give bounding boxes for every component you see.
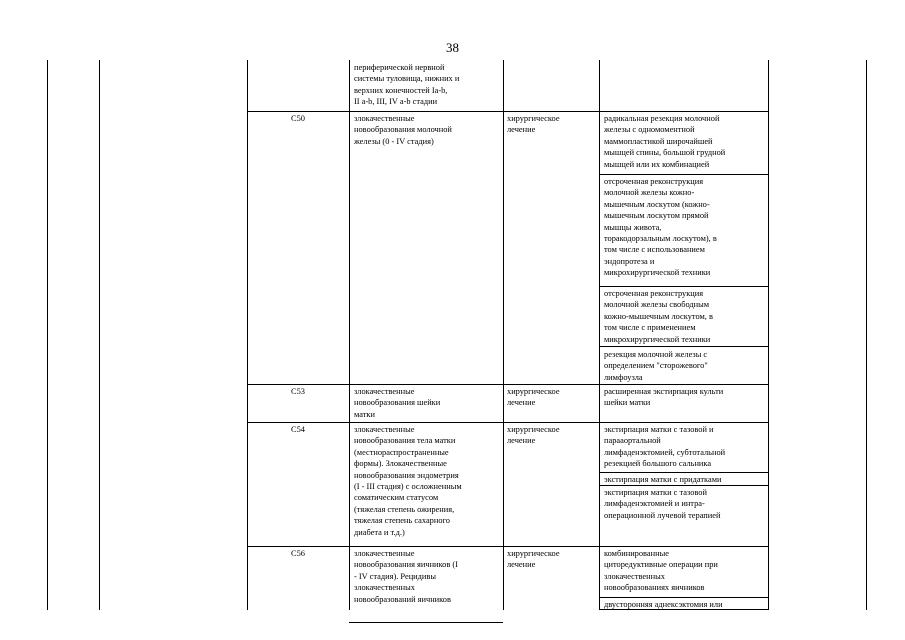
page-number: 38 (446, 40, 459, 55)
column-divider-1 (99, 60, 100, 610)
method-separator (599, 472, 768, 473)
column-divider-methods (768, 60, 769, 610)
icd-code-cell: C50 (291, 114, 305, 123)
column-divider-treatment (599, 60, 600, 610)
method-separator (599, 286, 768, 287)
method-cell: экстирпация матки с придатками (604, 475, 722, 484)
method-cell: отсроченная реконструкция молочной железы кожно- мышечным лоскутом (кожно- мышечным лоскутом прямой мышцы живота, торакодорзальным лоскутом), в том числе с использованием эндопротеза и микрохирургической техники (604, 177, 717, 278)
icd-code-cell: C53 (291, 387, 305, 396)
method-cell: отсроченная реконструкция молочной железы свободным кожно-мышечным лоскутом, в том числе с применением микрохирургической техники (604, 289, 713, 344)
column-divider-2 (247, 60, 248, 610)
row-separator (247, 422, 768, 423)
right-page-border (866, 60, 867, 610)
method-separator (599, 346, 768, 347)
diagnosis-cell: злокачественные новообразования тела матки (местнораспространенные формы). Злокачественные новообразования эндометрия (I - III стадия) с осложненным соматическим статусом (тяжелая степень ожирения, тяжелая степень сахарного диабета и т.д.) (354, 425, 462, 537)
left-page-border (47, 60, 48, 610)
icd-code-cell: C54 (291, 425, 305, 434)
treatment-cell: хирургическое лечение (507, 549, 560, 570)
method-cell: экстирпация матки с тазовой и парааортальной лимфаденэктомией, субтотальной резекцией большого сальника (604, 425, 726, 469)
icd-code-cell: C56 (291, 549, 305, 558)
row-separator (247, 546, 768, 547)
method-cell: радикальная резекция молочной железы с одномоментной маммопластикой широчайшей мышцей спины, большой грудной мышцей или их комбинацией (604, 114, 726, 169)
treatment-cell: хирургическое лечение (507, 425, 560, 446)
method-cell: двусторонняя аднексэктомия или (604, 600, 723, 609)
column-divider-code (349, 60, 350, 610)
method-cell: комбинированные циторедуктивные операции при злокачественных новообразованиях яичников (604, 549, 718, 593)
row-separator (247, 384, 768, 385)
diagnosis-cell: злокачественные новообразования молочной железы (0 - IV стадия) (354, 114, 452, 146)
method-separator (599, 597, 768, 598)
method-cell: экстирпация матки с тазовой лимфаденэктомией и интра- операционной лучевой терапией (604, 488, 721, 520)
treatment-cell: хирургическое лечение (507, 387, 560, 408)
row-separator (349, 622, 503, 623)
method-separator (599, 174, 768, 175)
diagnosis-cell: периферической нервной системы туловища, нижних и верхних конечностей Ia-b, II a-b, III, IV a-b стадии (354, 63, 460, 107)
row-separator (247, 111, 768, 112)
treatment-cell: хирургическое лечение (507, 114, 560, 135)
method-cell: расширенная экстирпация культи шейки матки (604, 387, 724, 408)
column-divider-diagnosis (503, 60, 504, 610)
diagnosis-cell: злокачественные новообразования яичников (I - IV стадия). Рецидивы злокачественных новообразований яичников (354, 549, 458, 604)
diagnosis-cell: злокачественные новообразования шейки матки (354, 387, 441, 419)
method-cell: резекция молочной железы с определением "сторожевого" лимфоузла (604, 350, 708, 382)
